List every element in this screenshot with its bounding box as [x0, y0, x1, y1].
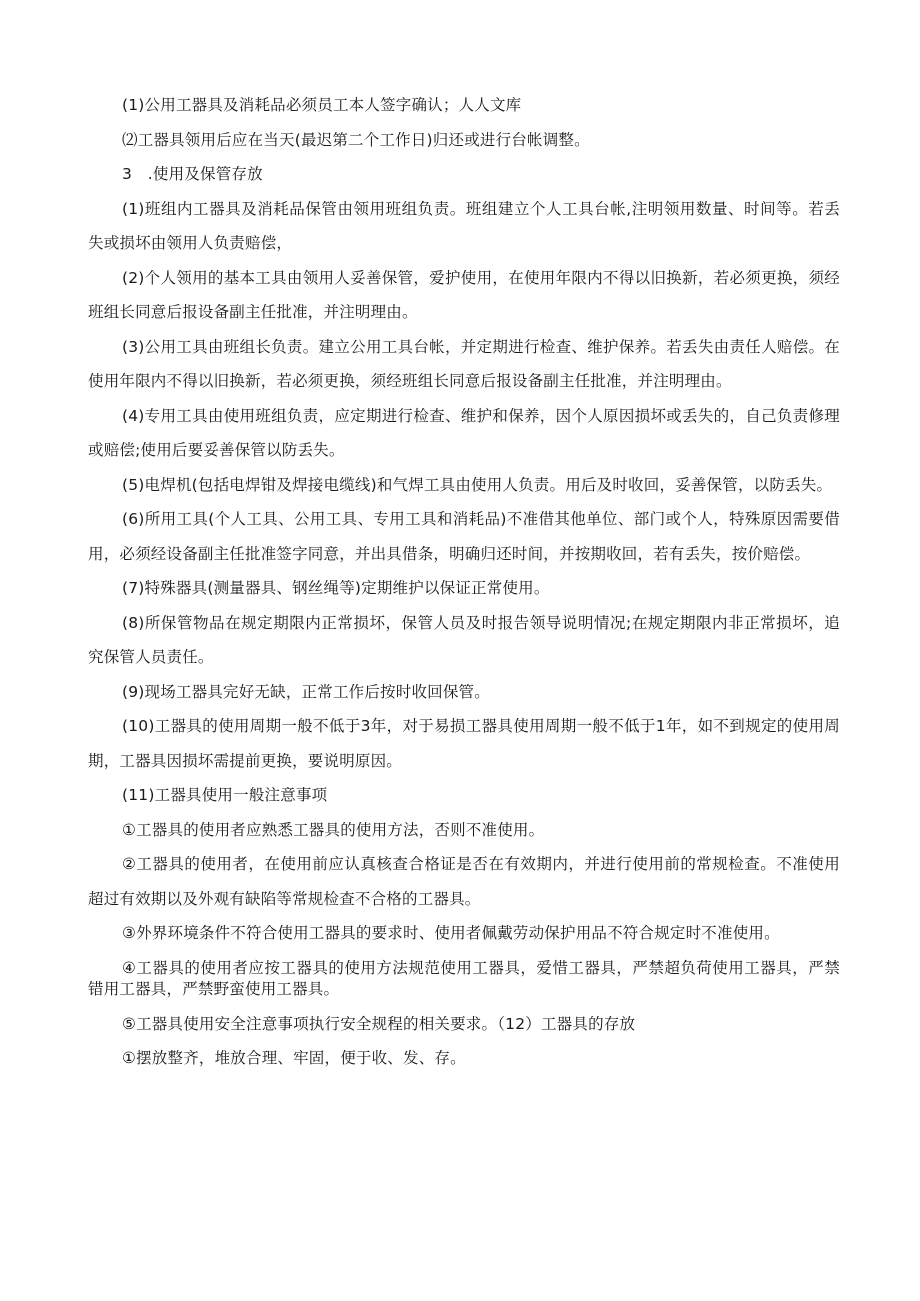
- paragraph-18: ④工器具的使用者应按工器具的使用方法规范使用工器具，爱惜工器具，严禁超负荷使用工器具，严禁错用工器具，严禁野蛮使用工器具。: [88, 958, 840, 998]
- paragraph-6: (3)公用工具由班组长负责。建立公用工具台帐，并定期进行检查、维护保养。若丢失由责任人赔偿。在使用年限内不得以旧换新，若必须更换，须经班组长同意后报设备副主任批准，并注明理由。: [88, 337, 840, 390]
- paragraph-12: (9)现场工器具完好无缺，正常工作后按时收回保管。: [122, 682, 490, 701]
- paragraph-4: (1)班组内工器具及消耗品保管由领用班组负责。班组建立个人工具台帐,注明领用数量、时间等。若丢失或损坏由领用人负责赔偿，: [88, 199, 840, 252]
- paragraph-7: (4)专用工具由使用班组负责，应定期进行检查、维护和保养，因个人原因损坏或丢失的，自己负责修理或赔偿;使用后要妥善保管以防丢失。: [88, 406, 840, 459]
- paragraph-15: ①工器具的使用者应熟悉工器具的使用方法，否则不准使用。: [122, 820, 545, 839]
- paragraph-14: (11)工器具使用一般注意事项: [122, 786, 328, 804]
- paragraph-5: (2)个人领用的基本工具由领用人妥善保管，爱护使用，在使用年限内不得以旧换新，若必须更换，须经班组长同意后报设备副主任批准，并注明理由。: [88, 268, 840, 321]
- paragraph-2: ⑵工器具领用后应在当天(最迟第二个工作日)归还或进行台帐调整。: [122, 130, 590, 149]
- paragraph-19: ⑤工器具使用安全注意事项执行安全规程的相关要求。（12）工器具的存放: [122, 1014, 636, 1033]
- paragraph-1: (1)公用工器具及消耗品必须员工本人签字确认；人人文库: [122, 96, 522, 114]
- paragraph-16: ②工器具的使用者，在使用前应认真核查合格证是否在有效期内，并进行使用前的常规检查。不准使用超过有效期以及外观有缺陷等常规检查不合格的工器具。: [88, 855, 840, 908]
- paragraph-10: (7)特殊器具(测量器具、钢丝绳等)定期维护以保证正常使用。: [122, 579, 550, 597]
- paragraph-8: (5)电焊机(包括电焊钳及焊接电缆线)和气焊工具由使用人负责。用后及时收回，妥善保管，以防丢失。: [122, 475, 833, 494]
- paragraph-13: (10)工器具的使用周期一般不低于3年，对于易损工器具使用周期一般不低于1年，如不到规定的使用周期，工器具因损坏需提前更换，要说明原因。: [88, 717, 840, 770]
- paragraph-20: ①摆放整齐，堆放合理、牢固，便于收、发、存。: [122, 1049, 466, 1067]
- paragraph-17: ③外界环境条件不符合使用工器具的要求时、使用者佩戴劳动保护用品不符合规定时不准使用。: [122, 924, 780, 942]
- section-heading-3: 3 .使用及保管存放: [122, 165, 263, 183]
- paragraph-11: (8)所保管物品在规定期限内正常损坏，保管人员及时报告领导说明情况;在规定期限内非正常损坏，追究保管人员责任。: [88, 613, 840, 666]
- document-body: [88, 88, 840, 1076]
- paragraph-9: (6)所用工具(个人工具、公用工具、专用工具和消耗品)不准借其他单位、部门或个人，特殊原因需要借用，必须经设备副主任批准签字同意，并出具借条，明确归还时间，并按期收回，若有丢失，按价赔偿。: [88, 510, 840, 563]
